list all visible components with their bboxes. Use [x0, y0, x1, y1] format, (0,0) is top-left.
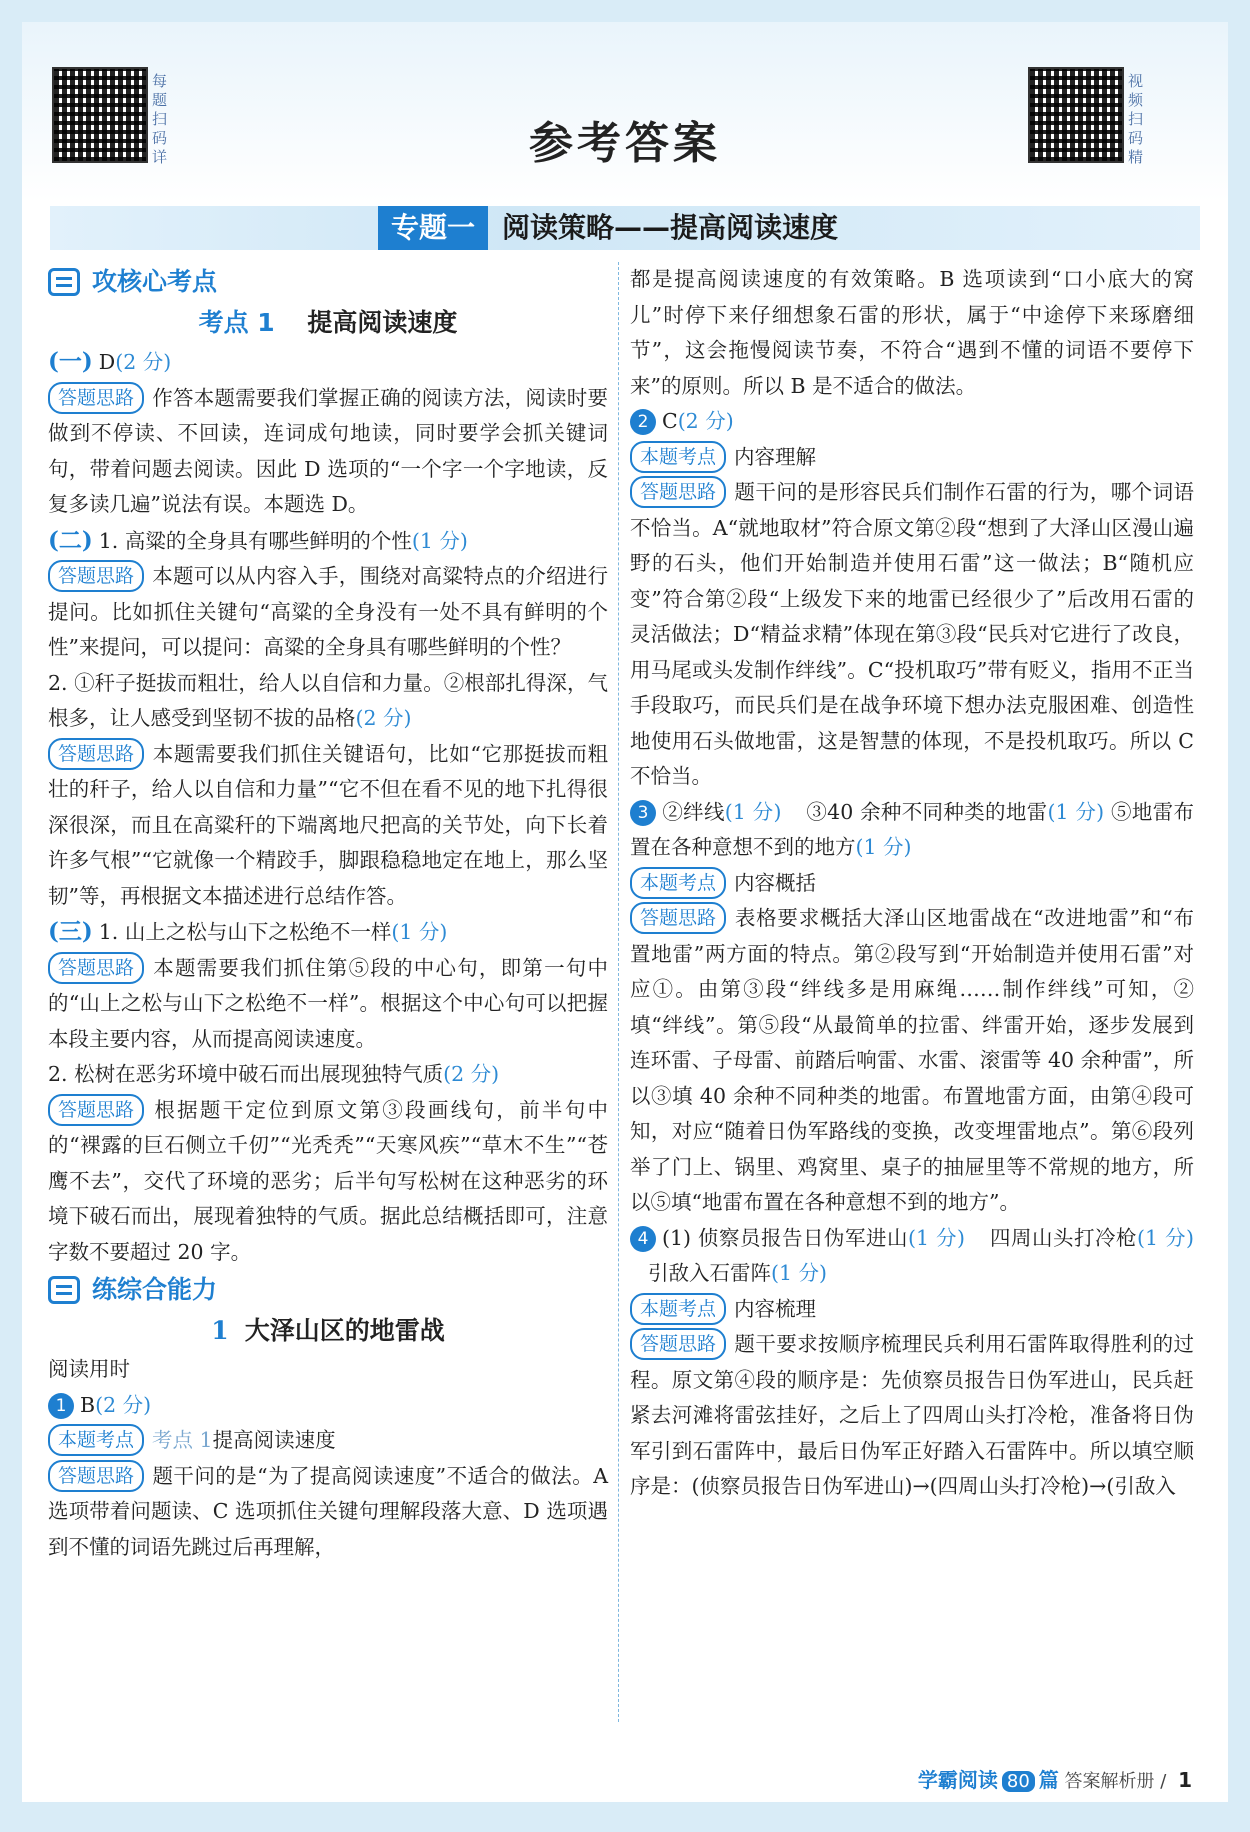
page-title: 参考答案 — [529, 118, 721, 169]
think-text: 题干问的是“为了提高阅读速度”不适合的做法。A 选项带着问题读、C 选项抓住关键句理解段落大意、D 选项遇到不懂的词语先跳过后再理解， — [48, 1463, 608, 1559]
tag-think: 答题思路 — [48, 382, 144, 414]
think-block — [48, 559, 608, 666]
answer-text: (1) 侦察员报告日伪军进山 — [662, 1225, 908, 1250]
score: (2 分) — [677, 409, 734, 433]
reading-time: 阅读用时 — [48, 1357, 130, 1381]
qr-right-char: 视 — [1128, 72, 1144, 90]
footer-brand-suffix: 篇 — [1038, 1768, 1059, 1792]
think-block — [48, 1093, 608, 1271]
think-text: 本题需要我们抓住关键语句，比如“它那挺拔而粗壮的秆子，给人以自信和力量”“它不但在看不见的地下扎得很深很深，而且在高粱秆的下端离地尺把高的关节处，向下长着许多气根”“它就像一个精跤手，脚跟稳稳地定在地上，那么坚韧”等，再根据文本描述进行总结作答。 — [48, 741, 608, 908]
kp-text: 内容梳理 — [734, 1296, 817, 1321]
answer-text: 2. 松树在恶劣环境中破石而出展现独特气质 — [48, 1062, 444, 1086]
think-text: 本题可以从内容入手，围绕对高粱特点的介绍进行提问。比如抓住关键句“高粱的全身没有一处不具有鲜明的个性”来提问，可以提问：高粱的全身具有哪些鲜明的个性？ — [48, 564, 608, 659]
score: (1 分) — [1136, 1225, 1194, 1250]
section-title: 攻核心考点 — [92, 267, 218, 297]
score: (1 分) — [907, 1225, 965, 1250]
tag-think: 答题思路 — [48, 560, 144, 592]
topic-banner — [50, 206, 1200, 250]
qr-left-char: 扫 — [152, 110, 168, 128]
think-block — [630, 475, 1194, 795]
qr-right-char: 精 — [1128, 148, 1144, 166]
score: (1 分) — [1047, 799, 1105, 824]
part-label: (一) — [48, 348, 93, 375]
page-footer — [918, 1764, 1192, 1793]
section-heading-practice — [48, 1270, 608, 1310]
footer-subtitle: 答案解析册 — [1064, 1771, 1155, 1792]
score: (1 分) — [724, 799, 782, 824]
qr-code-right[interactable] — [1028, 67, 1124, 163]
kaodian-heading — [48, 302, 608, 344]
answer-part-2 — [48, 523, 608, 560]
answer-text: 2. ①秆子挺拔而粗壮，给人以自信和力量。②根部扎得深，气根多，让人感受到坚韧不拔的品格 — [48, 670, 608, 730]
answer-text: 引敌入石雷阵 — [648, 1261, 771, 1285]
qr-right-char: 扫 — [1128, 110, 1144, 128]
answer-text: ③40 余种不同种类的地雷 — [806, 799, 1048, 824]
answer-text: 四周山头打冷枪 — [990, 1225, 1137, 1250]
tag-think: 答题思路 — [630, 1328, 726, 1360]
think-text: 题干问的是形容民兵们制作石雷的行为，哪个词语不恰当。A“就地取材”符合原文第②段“想到了大泽山区漫山遍野的石头，他们开始制造并使用石雷”这一做法；B“随机应变”符合第②段“上级发下来的地雷已经很少了”后改用石雷的灵活做法；D“精益求精”体现在第③段“民兵对它进行了改良，用马尾或头发制作绊线”。C“投机取巧”带有贬义，指用不正当手段取巧，而民兵们是在战争环境下想办法克服困难、创造性地使用石头做地雷，这是智慧的体现，不是投机取巧。所以 C 不恰当。 — [630, 480, 1194, 788]
think-block — [630, 1327, 1194, 1505]
score: (1 分) — [855, 835, 912, 859]
kp-block — [48, 1423, 608, 1459]
question-number: 1 — [48, 1393, 74, 1419]
footer-brand-number: 80 — [1002, 1771, 1035, 1792]
topic-title: 阅读策略——提高阅读速度 — [502, 211, 839, 244]
score: (2 分) — [355, 706, 412, 730]
qr-left-char: 详 — [152, 148, 168, 166]
answer-part-3 — [48, 914, 608, 951]
tag-think: 答题思路 — [48, 738, 144, 770]
kaodian-title: 提高阅读速度 — [307, 308, 458, 337]
right-column — [630, 262, 1194, 1505]
kp-text: 内容理解 — [734, 444, 817, 469]
tag-kp: 本题考点 — [630, 1293, 726, 1325]
answer-text: ⑤地雷布置在各种意想不到的地方 — [630, 799, 1194, 859]
answer-text: 1. 山上之松与山下之松绝不一样 — [98, 920, 392, 944]
tag-think: 答题思路 — [48, 952, 144, 984]
answer-q1 — [48, 1388, 608, 1424]
kaodian-number: 考点 1 — [198, 308, 275, 337]
tag-think: 答题思路 — [48, 1460, 144, 1492]
section-icon — [48, 1276, 80, 1304]
think-text: 本题需要我们抓住第⑤段的中心句，即第一句中的“山上之松与山下之松绝不一样”。根据这个中心句可以把握本段主要内容，从而提高阅读速度。 — [48, 955, 608, 1051]
think-block — [48, 737, 608, 915]
section-heading-core — [48, 262, 608, 302]
qr-left-char: 码 — [152, 129, 168, 147]
score: (1 分) — [411, 528, 468, 553]
score: (1 分) — [391, 920, 448, 944]
column-divider — [618, 262, 619, 1722]
article-title — [48, 1310, 608, 1352]
answer-text: 1. 高粱的全身具有哪些鲜明的个性 — [98, 528, 412, 553]
answer-part-3-2 — [48, 1057, 608, 1093]
footer-separator: / — [1160, 1771, 1167, 1792]
answer-part-2-2 — [48, 666, 608, 737]
question-number: 3 — [630, 800, 656, 826]
tag-think: 答题思路 — [48, 1094, 144, 1126]
tag-kp: 本题考点 — [630, 441, 726, 473]
kp-text: 提高阅读速度 — [212, 1428, 336, 1452]
left-column — [48, 262, 608, 1565]
tag-think: 答题思路 — [630, 902, 726, 934]
answer-q4 — [630, 1221, 1194, 1292]
kp-block — [630, 866, 1194, 902]
section-title: 练综合能力 — [92, 1275, 218, 1305]
page — [22, 22, 1228, 1802]
answer-q3 — [630, 795, 1194, 866]
kp-text: 内容概括 — [734, 870, 817, 895]
score: (1 分) — [771, 1261, 828, 1285]
think-continued: 都是提高阅读速度的有效策略。B 选项读到“口小底大的窝儿”时停下来仔细想象石雷的形状，属于“中途停下来琢磨细节”，这会拖慢阅读节奏，不符合“遇到不懂的词语不要停下来”的原则。所以 B 是不适合的做法。 — [630, 267, 1194, 398]
answer-part-1 — [48, 344, 608, 381]
kp-block — [630, 440, 1194, 476]
qr-right-char: 频 — [1128, 91, 1144, 109]
score: (2 分) — [443, 1062, 500, 1086]
part-label: (三) — [48, 918, 93, 945]
qr-left-char: 题 — [152, 91, 168, 109]
page-number: 1 — [1178, 1768, 1192, 1792]
qr-right-label — [1128, 72, 1158, 167]
think-block — [48, 951, 608, 1058]
answer-q2 — [630, 404, 1194, 440]
answer-text: ②绊线 — [662, 799, 725, 824]
think-text: 题干要求按顺序梳理民兵利用石雷阵取得胜利的过程。原文第④段的顺序是：先侦察员报告日伪军进山，民兵赶紧去河滩将雷弦挂好，之后上了四周山头打冷枪，准备将日伪军引到石雷阵中，最后日伪军正好踏入石雷阵中。所以填空顺序是：(侦察员报告日伪军进山)→(四周山头打冷枪)→(引敌入 — [630, 1332, 1194, 1498]
tag-think: 答题思路 — [630, 476, 726, 508]
think-text: 根据题干定位到原文第③段画线句，前半句中的“裸露的巨石侧立千仞”“光秃秃”“天寒风疾”“草木不生”“苍鹰不去”，交代了环境的恶劣；后半句写松树在这种恶劣的环境下破石而出，展现着独特的气质。据此总结概括即可，注意字数不要超过 20 字。 — [48, 1097, 608, 1264]
score: (2 分) — [115, 350, 172, 374]
kp-ref: 考点 1 — [152, 1428, 213, 1452]
answer-text: D — [98, 350, 116, 374]
qr-right-char: 码 — [1128, 129, 1144, 147]
section-icon — [48, 268, 80, 296]
topic-number: 专题一 — [378, 206, 488, 250]
answer-text: C — [662, 409, 678, 433]
think-block — [48, 381, 608, 523]
tag-kp: 本题考点 — [630, 867, 726, 899]
article-number: 1 — [211, 1316, 229, 1345]
tag-kp: 本题考点 — [48, 1424, 144, 1456]
think-text: 作答本题需要我们掌握正确的阅读方法，阅读时要做到不停读、不回读，连词成句地读，同时要学会抓关键词句，带着问题去阅读。因此 D 选项的“一个字一个字地读，反复多读几遍”说法有误。本题选 D。 — [48, 385, 608, 516]
kp-block — [630, 1292, 1194, 1328]
question-number: 4 — [630, 1226, 656, 1252]
qr-left-char: 每 — [152, 72, 168, 90]
think-block — [630, 901, 1194, 1221]
answer-text: B — [80, 1392, 96, 1417]
score: (2 分) — [95, 1392, 152, 1417]
think-text: 表格要求概括大泽山区地雷战在“改进地雷”和“布置地雷”两方面的特点。第②段写到“开始制造并使用石雷”对应①。由第③段“绊线多是用麻绳……制作绊线”可知，②填“绊线”。第⑤段“从最简单的拉雷、绊雷开始，逐步发展到连环雷、子母雷、前踏后响雷、水雷、滚雷等 40 余种雷”，所以③填 40 余种不同种类的地雷。布置地雷方面，由第④段可知，对应“随着日伪军路线的变换，改变埋雷地点”。第⑥段列举了门上、锅里、鸡窝里、桌子的抽屉里等不常规的地方，所以⑤填“地雷布置在各种意想不到的地方”。 — [630, 906, 1194, 1214]
footer-brand: 学霸阅读 — [917, 1768, 998, 1792]
think-block — [48, 1459, 608, 1566]
question-number: 2 — [630, 409, 656, 435]
part-label: (二) — [48, 526, 93, 554]
article-name: 大泽山区的地雷战 — [244, 1316, 445, 1345]
